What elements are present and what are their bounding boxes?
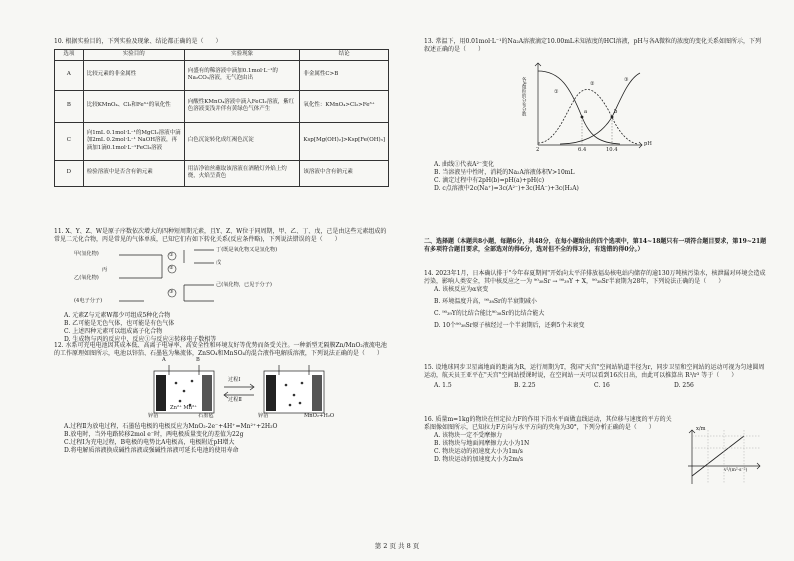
section-2-heading: 二、选择题（本题共8小题，每题6分，共48分，在每小题给出的四个选项中，第14~18题只有一项符合题目要求，第19~21题有多项符合题目要求，全部选对的得6分，选对但不全的得3分，有选错的得0分。） bbox=[424, 238, 767, 254]
q11-node-ding: 丁(既是氧化物又是氢化物) bbox=[216, 247, 278, 254]
q12-mno2-label: MnO₂+H₂O bbox=[304, 413, 335, 420]
q13-xtick-10.4: 10.4 bbox=[606, 147, 618, 154]
q10-row-phenomenon: 用洁净铂丝蘸取该溶液在酒精灯外焰上灼烧，火焰呈黄色 bbox=[184, 160, 300, 186]
q10-row-conclusion: Ksp[Mg(OH)₂]>Ksp[Fe(OH)₃] bbox=[300, 122, 389, 160]
right-column bbox=[424, 0, 767, 561]
q11-step-2: ② bbox=[169, 265, 174, 272]
table-row bbox=[55, 90, 389, 122]
q11-step-3: ③ bbox=[169, 289, 174, 296]
question-10 bbox=[54, 38, 389, 187]
q15-option-c: C. 16 bbox=[594, 382, 610, 390]
q13-curve-label-3: ③ bbox=[624, 77, 629, 84]
q11-node-ji: 己(氧化物，已见于分子) bbox=[216, 282, 272, 289]
q16-option-a: A. 该物块一定不受摩擦力 bbox=[434, 432, 503, 440]
q10-col-goal: 实验目的 bbox=[83, 50, 184, 60]
q10-row-conclusion: 氧化性：KMnO₄>Cl₂>Fe³⁺ bbox=[300, 90, 389, 122]
q11-option-a: A. 元素Z与元素W都少可组成5种化合物 bbox=[64, 312, 171, 320]
q14-option-a: A. 该核反应为α衰变 bbox=[434, 286, 489, 294]
q10-col-option: 选项 bbox=[55, 50, 84, 60]
q13-curve-h2a bbox=[538, 71, 620, 144]
q12-electrode-b: B bbox=[196, 357, 200, 364]
q13-option-b: B. 当溶液呈中性时，消耗的Na₂A溶液体积V>10mL bbox=[434, 169, 575, 177]
q12-option-b: B.放电时，当外电路转移2mol e⁻时，两电极质量变化的差值为22g bbox=[64, 431, 244, 439]
q16-chart-svg bbox=[684, 426, 764, 488]
q12-zinc-label: 锌箔 bbox=[148, 413, 159, 420]
q12-stem: 12. 水系可充电电池因其成本低、高离子电导率、高安全性和环境友好等优势而备受关注。一种新型无隔膜Zn/MnO₂液流电池的工作原理如图所示，电池以锌箔、石墨毡为集流体，ZnSO₄和MnSO₄的混合液作电解质溶液，下列说法正确的是（ ） bbox=[54, 342, 387, 358]
q11-diagram bbox=[74, 247, 389, 309]
q13-option-c: C. 滴定过程中有2pH(b)=pH(a)+pH(c) bbox=[434, 177, 545, 185]
q10-col-conclusion: 结论 bbox=[300, 50, 389, 60]
q11-stem: 11. X、Y、Z、W是原子序数依次增大的四种短周期元素，且Y、Z、W位于同周期，甲、乙、丁、戊，己是由这些元素组成的常见二元化合物，丙是常见的气体单质，已知它们有如下转化关系(反应条件略)，下列说法错误的是（ ） bbox=[54, 228, 387, 244]
question-12 bbox=[54, 342, 389, 456]
q15-option-a: A. 1.5 bbox=[434, 382, 452, 390]
q13-curve-ha bbox=[538, 90, 638, 145]
q16-x-label: v²/(m²·s⁻²) bbox=[724, 468, 748, 473]
page-footer: 第 2 页 共 8 页 bbox=[374, 542, 420, 551]
q11-node-yi: 乙(氧化物) bbox=[74, 275, 99, 282]
q11-step-1: ① bbox=[169, 252, 174, 259]
q10-row-goal: 比较元素的非金属性 bbox=[83, 60, 184, 90]
q14-option-d: D. 10个⁹⁰₃₈Sr原子核经过一个半衰期后，还剩5个未衰变 bbox=[434, 322, 585, 330]
q12-graphite-label: 石墨毡 bbox=[198, 413, 214, 420]
q12-process-1: 过程Ⅰ bbox=[228, 377, 241, 384]
q10-table bbox=[54, 49, 389, 186]
q12-ions-label: Zn²⁺ Mn²⁺ bbox=[170, 405, 197, 412]
q12-option-a: A.过程Ⅱ为放电过程，石墨毡电极的电极反应为MnO₂-2e⁻+4H⁺=Mn²⁺+2H₂O bbox=[64, 423, 278, 431]
q12-cell-diagram bbox=[144, 357, 389, 421]
question-13 bbox=[424, 38, 767, 194]
q16-option-d: D. 物块运动的加速度大小为2m/s bbox=[434, 456, 524, 464]
q11-node-four-electron: (4电子分子) bbox=[74, 298, 103, 305]
q10-stem: 10. 根据实验目的，下列实验及现象、结论都正确的是（ ） bbox=[54, 38, 222, 45]
q14-option-c: C. ⁹⁰₃₉Y的比结合能比⁹⁰₃₈Sr的比结合能大 bbox=[434, 310, 545, 318]
q13-stem: 13. 常温下，用0.01mol·L⁻¹的Na₂A溶液滴定10.00mL未知浓度的HCl溶液，pH与各A微粒的浓度的变化关系如图所示，下列叙述正确的是（ ） bbox=[424, 38, 762, 54]
q15-option-b: B. 2.25 bbox=[514, 382, 536, 390]
q15-stem: 15. 设地球同步卫星离地面的距离为R，运行周期为T，我国"天宫"空间站轨道半径为r，同步卫星和空间站的运动可视为匀速圆周运动，航天员王亚平在"天宫"空间站授课时说，在空间站一天可以看到16次日出，由此可以推算出 R³/r³ 等于（ ） bbox=[424, 364, 765, 380]
q10-row-phenomenon: 向酸性KMnO₄溶液中滴入FeCl₂溶液，紫红色溶液变浅并伴有黄绿色气体产生 bbox=[184, 90, 300, 122]
q10-row-conclusion: 非金属性C>B bbox=[300, 60, 389, 90]
q10-row-option: C bbox=[55, 122, 84, 160]
question-15 bbox=[424, 364, 767, 390]
question-14 bbox=[424, 270, 767, 331]
q10-row-option: D bbox=[55, 160, 84, 186]
q16-option-b: B. 该物块与地面间摩擦力大小为1N bbox=[434, 440, 530, 448]
q12-zinc-label-2: 锌箔 bbox=[258, 413, 269, 420]
q13-y-label: 各A微粒的分布分数 bbox=[521, 77, 527, 117]
q13-xtick-6.4: 6.4 bbox=[578, 147, 587, 154]
q10-header-row bbox=[55, 50, 389, 60]
q11-option-b: B. 乙可能是无色气体，也可能是有色气体 bbox=[64, 320, 175, 328]
q10-row-option: A bbox=[55, 60, 84, 90]
q10-row-phenomenon: 白色沉淀转化成红褐色沉淀 bbox=[184, 122, 300, 160]
q10-row-goal: 比较KMnO₄、Cl₂和Fe³⁺的氧化性 bbox=[83, 90, 184, 122]
question-11 bbox=[54, 228, 389, 345]
q12-process-2: 过程Ⅱ bbox=[228, 397, 242, 404]
q10-row-phenomenon: 向盛有的稀溶液中滴加0.1mol·L⁻¹的Na₂CO₃溶液，无气泡由出 bbox=[184, 60, 300, 90]
q10-col-phenomenon: 实验现象 bbox=[184, 50, 300, 60]
q13-curve-label-2: ② bbox=[590, 81, 595, 88]
q15-option-d: D. 256 bbox=[674, 382, 694, 390]
table-row bbox=[55, 160, 389, 186]
q13-option-d: D. c点溶液中2c(Na⁺)=3c(A²⁻)+3c(HA⁻)+3c(H₂A) bbox=[434, 185, 579, 193]
q12-option-d: D.将电解质溶液换成碱性溶液或强碱性溶液可延长电池的使用寿命 bbox=[64, 447, 239, 455]
q11-diagram-lines bbox=[74, 247, 314, 309]
q13-x-label: pH bbox=[644, 141, 652, 148]
q12-electrode-a: A bbox=[162, 357, 166, 364]
q14-option-b: B. 环境温度升高，⁹⁰₃₈Sr的半衰期减小 bbox=[434, 298, 537, 306]
q16-y-label: x/m bbox=[696, 426, 706, 432]
q13-option-a: A. 曲线①代表A²⁻变化 bbox=[434, 161, 495, 169]
q13-point-a: a bbox=[584, 109, 588, 116]
left-column bbox=[54, 0, 389, 561]
q10-row-goal: 向1mL 0.1mol·L⁻¹的MgCl₂溶液中滴加2mL 0.2mol·L⁻¹ NaOH溶液，再滴加1滴0.1mol·L⁻¹FeCl₃溶液 bbox=[83, 122, 184, 160]
q16-chart bbox=[684, 426, 764, 488]
table-row bbox=[55, 122, 389, 160]
q13-xtick-2: 2 bbox=[536, 147, 540, 154]
q10-row-option: B bbox=[55, 90, 84, 122]
q11-node-jia: 甲(氢化物) bbox=[74, 251, 99, 258]
q16-option-c: C. 物块运动的初速度大小为1m/s bbox=[434, 448, 523, 456]
q13-point-b: b bbox=[614, 109, 618, 116]
question-16 bbox=[424, 416, 767, 473]
q15-options bbox=[434, 382, 767, 390]
q13-chart-svg bbox=[520, 57, 650, 159]
q11-option-d: D. 生成物与丙的反应中，反应①与反应②转移电子数相等 bbox=[64, 336, 217, 344]
q10-row-conclusion: 该溶液中含有钠元素 bbox=[300, 160, 389, 186]
q13-curve-label-1: ① bbox=[554, 89, 559, 96]
q14-stem: 14. 2023年1月，日本确认排于"今年春夏期间"开始向太平洋排放福岛核电站内储存的逾130万吨核污染水，核泄漏对环境会造成污染，影响人类安全，其中核反应之一为 ⁹⁰₃₈Sr → ⁹⁰₃₉Y + X，⁹⁰₃₈Sr半衰期为28年，下列说法正确的是（ ） bbox=[424, 270, 766, 286]
q11-option-c: C. 上述四种元素可以组成离子化合物 bbox=[64, 328, 163, 336]
q16-stem: 16. 质量m=1kg的物块在恒定拉力F的作用下沿水平面做直线运动，其位移与速度的平方的关系图像如图所示，已知拉力F方向与水平方向的夹角为30°，下列分析正确的是（ ） bbox=[424, 416, 672, 432]
q12-option-c: C.过程Ⅰ为充电过程，B电极的电势比A电极高，电极附近pH增大 bbox=[64, 439, 235, 447]
q11-node-bing: 丙 bbox=[102, 267, 108, 274]
q13-chart bbox=[520, 57, 767, 159]
q11-node-wu: 戊 bbox=[216, 260, 222, 267]
q10-row-goal: 检验溶液中是否含有钠元素 bbox=[83, 160, 184, 186]
table-row bbox=[55, 60, 389, 90]
